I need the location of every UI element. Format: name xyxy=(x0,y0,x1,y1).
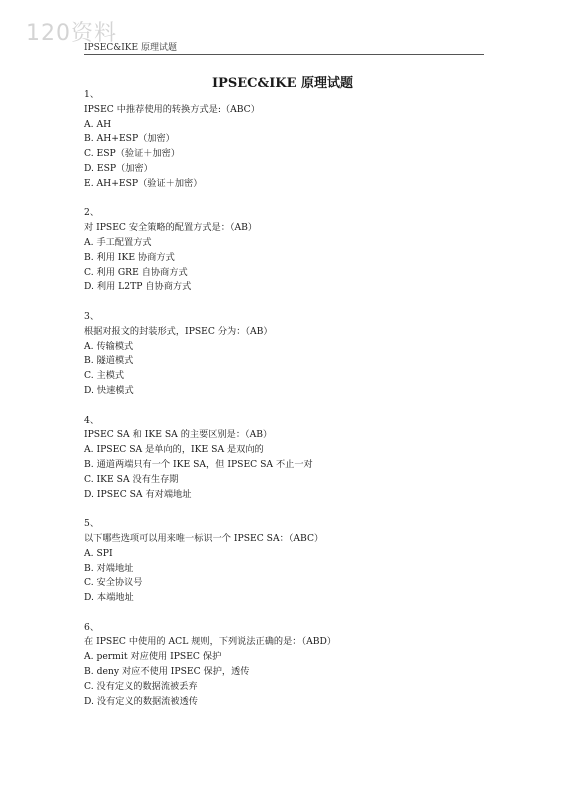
question-5 xyxy=(84,517,504,606)
option-d: D. IPSEC SA 有对端地址 xyxy=(84,488,192,500)
option-b: B. deny 对应不使用 IPSEC 保护，透传 xyxy=(84,666,250,678)
option-c: C. 主模式 xyxy=(84,370,125,382)
page-header: IPSEC&IKE 原理试题 xyxy=(84,40,484,55)
document-title: IPSEC&IKE 原理试题 xyxy=(211,76,354,91)
option-d: D. 快速模式 xyxy=(84,384,134,396)
question-stem: 对 IPSEC 安全策略的配置方式是：（AB） xyxy=(84,222,258,234)
option-a: A. 手工配置方式 xyxy=(84,236,152,248)
option-c: C. 利用 GRE 自协商方式 xyxy=(84,266,188,278)
question-number: 5、 xyxy=(84,518,100,530)
option-b: B. 利用 IKE 协商方式 xyxy=(84,251,175,263)
option-d: D. ESP（加密） xyxy=(84,162,153,174)
question-list xyxy=(84,88,504,724)
option-e: E. AH+ESP（验证＋加密） xyxy=(84,177,203,189)
question-4 xyxy=(84,414,504,503)
watermark-logo: 120资料 xyxy=(26,21,117,46)
option-c: C. 没有定义的数据流被丢弃 xyxy=(84,680,198,692)
option-a: A. SPI xyxy=(84,547,113,559)
question-stem: 以下哪些选项可以用来唯一标识一个 IPSEC SA：（ABC） xyxy=(84,532,324,544)
question-stem: 在 IPSEC 中使用的 ACL 规则，下列说法正确的是：（ABD） xyxy=(84,636,337,648)
question-6 xyxy=(84,621,504,710)
question-number: 2、 xyxy=(84,207,100,219)
question-number: 1、 xyxy=(84,89,100,100)
option-b: B. 隧道模式 xyxy=(84,355,134,367)
option-d: D. 利用 L2TP 自协商方式 xyxy=(84,281,192,293)
option-c: C. IKE SA 没有生存期 xyxy=(84,473,179,485)
option-b: B. AH+ESP（加密） xyxy=(84,133,175,145)
option-c: C. 安全协议号 xyxy=(84,577,143,589)
option-d: D. 本端地址 xyxy=(84,592,134,604)
question-number: 3、 xyxy=(84,310,100,322)
question-3 xyxy=(84,310,504,399)
question-stem: 根据对报文的封装形式，IPSEC 分为：（AB） xyxy=(84,325,273,337)
question-stem: IPSEC 中推荐使用的转换方式是:（ABC） xyxy=(84,103,260,115)
option-a: A. IPSEC SA 是单向的，IKE SA 是双向的 xyxy=(84,444,264,456)
question-stem: IPSEC SA 和 IKE SA 的主要区别是：（AB） xyxy=(84,429,273,441)
option-b: B. 通道两端只有一个 IKE SA，但 IPSEC SA 不止一对 xyxy=(84,458,313,470)
question-number: 6、 xyxy=(84,621,100,633)
option-a: A. permit 对应使用 IPSEC 保护 xyxy=(84,651,222,663)
question-number: 4、 xyxy=(84,414,100,426)
option-d: D. 没有定义的数据流被透传 xyxy=(84,695,198,707)
option-a: A. AH xyxy=(84,118,112,130)
option-c: C. ESP（验证＋加密） xyxy=(84,148,181,160)
question-1 xyxy=(84,88,504,192)
question-2 xyxy=(84,206,504,295)
option-a: A. 传输模式 xyxy=(84,340,134,352)
option-b: B. 对端地址 xyxy=(84,562,134,574)
